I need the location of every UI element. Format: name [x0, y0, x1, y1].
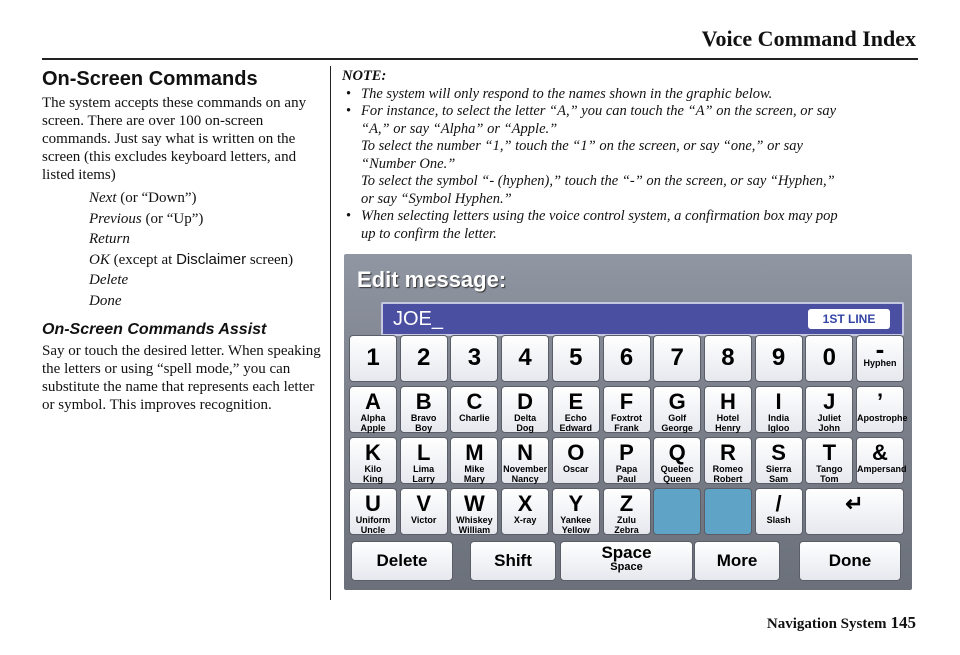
key-character: N: [517, 440, 534, 465]
key-spoken-name: Zulu: [617, 515, 636, 525]
key-spoken-name: Edward: [559, 423, 593, 433]
key-character: 3: [467, 344, 482, 371]
key-character: 0: [822, 344, 836, 371]
note-line: “A,” or say “Alpha” or “Apple.”: [361, 120, 558, 137]
key-9[interactable]: [755, 335, 803, 382]
key-spoken-name: Lima: [413, 464, 435, 474]
key-5[interactable]: [552, 335, 600, 382]
assist-text: Say or touch the desired letter. When speaking the letters or using “spell mode,” you can substitute the name that represents each letter or symbol. This improves recognition.: [42, 343, 321, 413]
note-line: “Number One.”: [361, 155, 456, 172]
key-character: R: [719, 440, 736, 465]
key-spoken-name: Zebra: [614, 525, 639, 535]
edit-message-screen: [344, 254, 912, 590]
key-mike[interactable]: [450, 437, 498, 484]
key-character: I: [775, 389, 782, 414]
key-character: O: [567, 440, 585, 465]
key-whiskey[interactable]: [450, 488, 498, 535]
key-character: ’: [876, 389, 884, 414]
key-spoken-name: Alpha: [360, 413, 386, 423]
key-character: 7: [670, 344, 684, 371]
key-victor[interactable]: [400, 488, 448, 535]
key-spoken-name: Paul: [616, 474, 636, 484]
key-spoken-name: Frank: [614, 423, 639, 433]
key-spoken-name: Bravo: [410, 413, 437, 423]
key-bravo[interactable]: [400, 386, 448, 433]
command-item: Return: [89, 231, 130, 247]
key-spoken-name: Kilo: [364, 464, 382, 474]
key-character: L: [416, 440, 431, 465]
key-spoken-name: Golf: [668, 413, 687, 423]
key-character: Q: [668, 440, 686, 465]
page-footer: [767, 613, 916, 633]
key-character: D: [517, 389, 534, 414]
key-7[interactable]: [653, 335, 701, 382]
key-spoken-name: Echo: [564, 413, 587, 423]
key-2[interactable]: [400, 335, 448, 382]
key-3[interactable]: [450, 335, 498, 382]
key-character: 6: [619, 344, 634, 371]
key-spoken-name: Papa: [615, 464, 638, 474]
key-oscar[interactable]: [552, 437, 600, 484]
key-slash[interactable]: [755, 488, 803, 535]
done-button[interactable]: Done: [799, 541, 901, 581]
space-sublabel: Space: [610, 561, 643, 573]
section-heading: On-Screen Commands: [42, 68, 258, 90]
delete-button[interactable]: Delete: [351, 541, 453, 581]
key-spoken-name: Ampersand: [857, 464, 907, 474]
key-spoken-name: Nancy: [511, 474, 539, 484]
key-character: G: [668, 389, 686, 414]
key-spoken-name: Tango: [816, 464, 843, 474]
key-character: ↵: [845, 491, 864, 516]
key-character: T: [822, 440, 837, 465]
more-button[interactable]: More: [694, 541, 780, 581]
key-x-ray[interactable]: [501, 488, 549, 535]
key-spoken-name: Hyphen: [863, 358, 897, 368]
key-character: 2: [417, 344, 431, 371]
key-character: B: [415, 389, 432, 414]
command-list: [89, 188, 322, 311]
key-spoken-name: Dog: [516, 423, 534, 433]
key-character: U: [365, 491, 381, 516]
note-bullet: • When selecting letters using the voice control system, a confirmation box may pop: [342, 208, 922, 226]
key-romeo[interactable]: [704, 437, 752, 484]
command-item: Next (or “Down”): [89, 190, 197, 206]
note-line: To select the number “1,” touch the “1” on the screen, or say “one,” or say: [361, 138, 803, 154]
key-spoken-name: Quebec: [660, 464, 694, 474]
key-character: 9: [771, 344, 786, 371]
key-spoken-name: George: [661, 423, 693, 433]
command-item: Done: [89, 292, 122, 309]
key-1[interactable]: [349, 335, 397, 382]
key-character: K: [365, 440, 381, 465]
key-spoken-name: Henry: [715, 423, 741, 433]
key-hyphen[interactable]: [856, 335, 904, 382]
key-spoken-name: Mary: [463, 474, 485, 484]
key-hotel[interactable]: [704, 386, 752, 433]
key-november[interactable]: [501, 437, 549, 484]
key-spoken-name: Oscar: [563, 464, 589, 474]
key-spoken-name: Juliet: [817, 413, 842, 423]
key-spoken-name: India: [768, 413, 790, 423]
key-lima[interactable]: [400, 437, 448, 484]
message-input[interactable]: [381, 302, 904, 336]
key-character: W: [464, 491, 485, 516]
key-charlie[interactable]: [450, 386, 498, 433]
key-quebec[interactable]: [653, 437, 701, 484]
key-spoken-name: Mike: [464, 464, 485, 474]
key-spoken-name: Hotel: [716, 413, 740, 423]
key-character: X: [517, 491, 533, 516]
note-bullet: • The system will only respond to the names shown in the graphic below.: [342, 86, 922, 104]
key-ampersand[interactable]: [856, 437, 907, 484]
key-spoken-name: Larry: [412, 474, 435, 484]
key-character: J: [823, 389, 836, 414]
page-title: Voice Command Index: [701, 26, 916, 51]
note-label: NOTE:: [342, 68, 387, 84]
key-spoken-name: Boy: [415, 423, 433, 433]
key-spoken-name: Robert: [713, 474, 743, 484]
page-number: 145: [890, 613, 916, 632]
key-spoken-name: Yankee: [560, 515, 592, 525]
key-spoken-name: Igloo: [767, 423, 790, 433]
space-label: Space: [601, 543, 652, 562]
key-spoken-name: Victor: [411, 515, 437, 525]
intro-text: The system accepts these commands on any screen. There are over 100 on-screen commands. Just say what is written on the screen (this excludes keyboard letters, and listed items): [42, 95, 307, 183]
note-line: up to confirm the letter.: [361, 225, 497, 242]
key-spoken-name: Slash: [766, 515, 791, 525]
key-character: C: [466, 389, 483, 414]
key-spoken-name: Sierra: [765, 464, 792, 474]
command-item: Previous (or “Up”): [89, 210, 204, 227]
column-divider: [330, 66, 331, 600]
key-blank[interactable]: [653, 488, 701, 535]
key-spoken-name: Apple: [360, 423, 386, 433]
screen-title: Edit message:: [357, 267, 507, 292]
key-spoken-name: Tom: [820, 474, 839, 484]
key-spoken-name: Uncle: [360, 525, 386, 535]
key-character: /: [775, 491, 782, 516]
key-spoken-name: Uniform: [355, 515, 391, 525]
key-golf[interactable]: [653, 386, 701, 433]
key-spoken-name: Foxtrot: [611, 413, 642, 423]
key-tango[interactable]: [805, 437, 853, 484]
title-divider: [42, 58, 918, 60]
key-spoken-name: Whiskey: [456, 515, 493, 525]
note-line: To select the symbol “- (hyphen),” touch the “-” on the screen, or say “Hyphen,”: [361, 173, 835, 189]
key-spoken-name: Romeo: [712, 464, 744, 474]
line-button[interactable]: 1ST LINE: [808, 309, 890, 329]
key-spoken-name: X-ray: [513, 515, 537, 525]
key-spoken-name: William: [458, 525, 491, 535]
key-alpha[interactable]: [349, 386, 397, 433]
key-foxtrot[interactable]: [603, 386, 651, 433]
key-spoken-name: Queen: [663, 474, 692, 484]
key-sierra[interactable]: [755, 437, 803, 484]
key-spoken-name: John: [818, 423, 841, 433]
key-zulu[interactable]: [603, 488, 651, 535]
key-character: &: [872, 440, 888, 465]
key-character: V: [416, 491, 432, 516]
key-india[interactable]: [755, 386, 803, 433]
command-item: Delete: [89, 272, 129, 288]
key-blank[interactable]: [704, 488, 752, 535]
key-spoken-name: November: [503, 464, 548, 474]
key-character: Z: [619, 491, 634, 516]
assist-heading: On-Screen Commands Assist: [42, 321, 267, 338]
note-bullet: • For instance, to select the letter “A,” you can touch the “A” on the screen, or say: [342, 103, 922, 121]
key-spoken-name: Sam: [769, 474, 789, 484]
key-spoken-name: Yellow: [561, 525, 590, 535]
key-uniform[interactable]: [349, 488, 397, 535]
key-6[interactable]: [603, 335, 651, 382]
key-character: 5: [569, 344, 583, 371]
key-character: P: [619, 440, 634, 465]
key-spoken-name: Delta: [514, 413, 537, 423]
shift-button[interactable]: Shift: [470, 541, 556, 581]
key-spoken-name: Apostrophe: [857, 413, 908, 423]
key-character: Y: [568, 491, 584, 516]
key-spoken-name: King: [363, 474, 383, 484]
key-character: F: [619, 389, 634, 414]
command-item: OK (except at Disclaimer screen): [89, 250, 294, 268]
key-character: -: [875, 334, 885, 364]
note-block: [342, 68, 922, 243]
note-line: or say “Symbol Hyphen.”: [361, 190, 512, 207]
key-character: 4: [518, 344, 532, 371]
key-8[interactable]: [704, 335, 752, 382]
key-delta[interactable]: [501, 386, 549, 433]
key-character: 8: [721, 344, 735, 371]
key-kilo[interactable]: [349, 437, 397, 484]
key-papa[interactable]: [603, 437, 651, 484]
key-apostrophe[interactable]: [856, 386, 908, 433]
message-text: JOE_: [393, 308, 444, 330]
key-echo[interactable]: [552, 386, 600, 433]
key-character: A: [365, 389, 381, 414]
key-0[interactable]: [805, 335, 853, 382]
space-button[interactable]: [560, 541, 693, 581]
key-4[interactable]: [501, 335, 549, 382]
key-character: H: [719, 389, 736, 414]
footer-label: Navigation System: [766, 616, 887, 632]
key-juliet[interactable]: [805, 386, 853, 433]
key-character: M: [465, 440, 484, 465]
key-character: S: [771, 440, 786, 465]
key-spoken-name: Charlie: [459, 413, 490, 423]
enter-key[interactable]: [805, 488, 903, 535]
key-character: 1: [366, 344, 380, 371]
key-character: E: [568, 389, 584, 414]
left-column: [42, 66, 322, 414]
key-yankee[interactable]: [552, 488, 600, 535]
